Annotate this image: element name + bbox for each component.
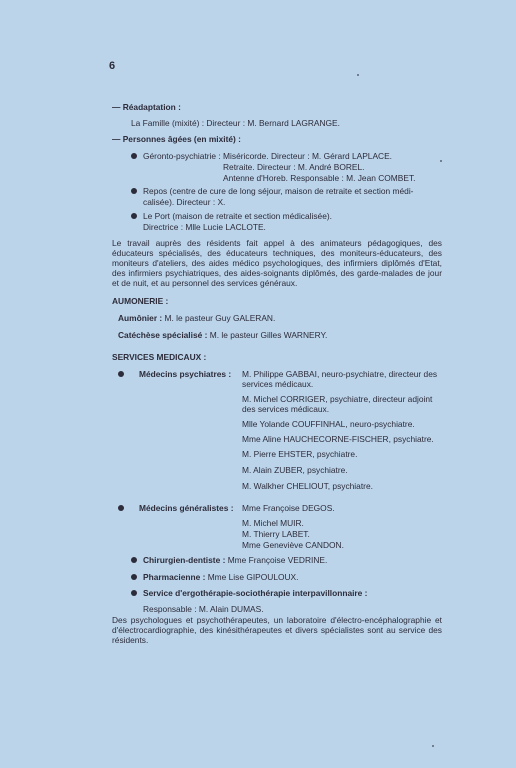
catechese-row — [118, 330, 327, 340]
bullet-icon — [131, 188, 137, 194]
generaliste-line: Mme Françoise DEGOS. — [242, 503, 335, 513]
psychiatre-line: M. Michel CORRIGER, psychiatre, directeur adjoint — [242, 394, 433, 404]
personnel-paragraph: Le travail auprès des résidents fait appel à des animateurs pédagogiques, des éducateurs spécialisés, des éducateurs techniques, des moniteurs-éducateurs, des moniteurs d'ateliers, des aides médico psychologiques, des infirmiers diplômés d'Etat, des infirmiers psychiatriques, des aides-soignants diplômés, des garde-malades de jour et de nuit, et au personnel des services généraux. — [112, 238, 442, 288]
bullet-icon — [131, 557, 137, 563]
dentiste-label: Chirurgien-dentiste : — [143, 555, 226, 565]
geronto-line-1: Géronto-psychiatrie : Miséricorde. Directeur : M. Gérard LAPLACE. — [143, 151, 393, 161]
generaliste-line: M. Thierry LABET. — [242, 529, 310, 539]
bullet-icon — [118, 371, 124, 377]
psychiatre-line: services médicaux. — [242, 379, 314, 389]
pharmacienne-label: Pharmacienne : — [143, 572, 206, 582]
personnes-agees-heading: — Personnes âgées (en mixité) : — [112, 134, 241, 144]
readaptation-line: La Famille (mixité) : Directeur : M. Bernard LAGRANGE. — [131, 118, 340, 128]
repos-line-2: calisée). Directeur : X. — [143, 197, 226, 207]
psychiatre-line: M. Alain ZUBER, psychiatre. — [242, 465, 348, 475]
psychiatre-line: des services médicaux. — [242, 404, 330, 414]
dentiste-row — [143, 555, 327, 565]
dentiste-value: Mme Françoise VEDRINE. — [227, 555, 328, 565]
psychiatre-line: M. Philippe GABBAI, neuro-psychiatre, directeur des — [242, 369, 438, 379]
psychiatres-label: Médecins psychiatres : — [139, 369, 232, 379]
generaliste-line: Mme Geneviève CANDON. — [242, 540, 344, 550]
pharmacienne-value: Mme Lise GIPOULOUX. — [207, 572, 299, 582]
aumonier-value: M. le pasteur Guy GALERAN. — [164, 313, 276, 323]
services-medicaux-heading: SERVICES MEDICAUX : — [112, 352, 207, 362]
bullet-icon — [131, 153, 137, 159]
aumonier-row — [118, 313, 275, 323]
generalistes-label: Médecins généralistes : — [139, 503, 234, 513]
bullet-icon — [131, 574, 137, 580]
psychiatre-line: Mlle Yolande COUFFINHAL, neuro-psychiatre. — [242, 419, 415, 429]
ergotherapie-label: Service d'ergothérapie-sociothérapie interpavillonnaire : — [143, 588, 368, 598]
generaliste-line: M. Michel MUIR. — [242, 518, 304, 528]
psychiatre-line: M. Pierre EHSTER, psychiatre. — [242, 449, 358, 459]
page-number: 6 — [109, 60, 116, 72]
bullet-icon — [131, 213, 137, 219]
aumonier-label: Aumônier : — [118, 313, 163, 323]
catechese-value: M. le pasteur Gilles WARNERY. — [209, 330, 328, 340]
closing-paragraph: Des psychologues et psychothérapeutes, un laboratoire d'électro-encéphalographie et d'électrocardiographie, des kinésithérapeutes et divers spécialistes sont au service des résidents. — [112, 615, 442, 645]
port-line-2: Directrice : Mlle Lucie LACLOTE. — [143, 222, 266, 232]
scan-speck — [357, 74, 359, 76]
pharmacienne-row — [143, 572, 298, 582]
ergotherapie-responsable: Responsable : M. Alain DUMAS. — [143, 604, 264, 614]
bullet-icon — [131, 590, 137, 596]
psychiatre-line: Mme Aline HAUCHECORNE-FISCHER, psychiatre. — [242, 434, 434, 444]
scan-speck — [440, 160, 442, 162]
readaptation-heading: — Réadaptation : — [112, 102, 181, 112]
repos-line-1: Repos (centre de cure de long séjour, maison de retraite et section médi- — [143, 186, 414, 196]
geronto-line-2: Retraite. Directeur : M. André BOREL. — [223, 162, 365, 172]
psychiatre-line: M. Walkher CHELIOUT, psychiatre. — [242, 481, 373, 491]
aumonerie-heading: AUMONERIE : — [112, 296, 169, 306]
catechese-label: Catéchèse spécialisé : — [118, 330, 208, 340]
port-line-1: Le Port (maison de retraite et section médicalisée). — [143, 211, 332, 221]
scan-speck — [432, 745, 434, 747]
geronto-line-3: Antenne d'Horeb. Responsable : M. Jean COMBET. — [223, 173, 416, 183]
bullet-icon — [118, 505, 124, 511]
